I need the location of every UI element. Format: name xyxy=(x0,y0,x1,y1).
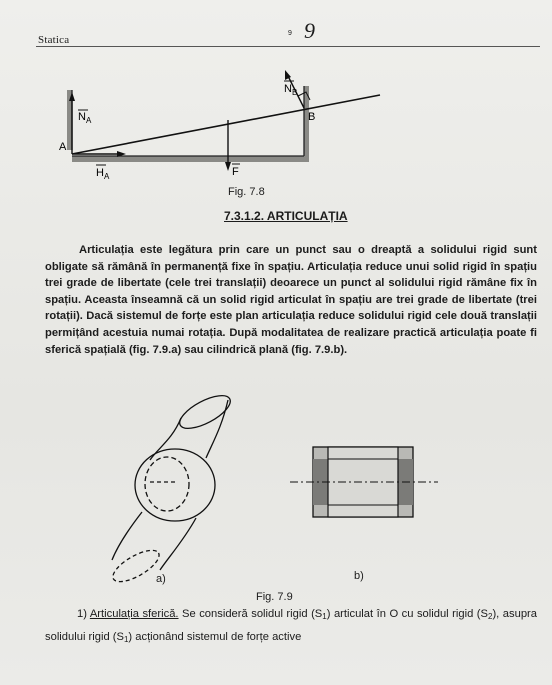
label-F: F xyxy=(232,166,239,178)
label-A: A xyxy=(59,141,67,153)
body-paragraph: Articulația este legătura prin care un punct sau o dreaptă a solidului rigid sunt obligate să rămână în permanență fixe în spațiu. Articulația reduce unui solid rigid în spațiu trei grade de libertate (cele trei translații) deoarece un punct al solidului rigid rămâne fix în spațiu. Aceasta înseamnă că un solid rigid articulat în spațiu are trei grade de libertate (trei rotații). Dacă sistemul de forțe este plan articulația reduce solidului rigid cele două translații permițând acestuia numai rotația. După modalitatea de realizare practică articulația poate fi sferică spațială (fig. 7.9.a) sau cilindrică plană (fig. 7.9.b). xyxy=(45,244,537,356)
section-title: 7.3.1.2. ARTICULAȚIA xyxy=(224,209,348,223)
label-HA: $H_A$ xyxy=(96,167,110,181)
label-B: B xyxy=(308,111,316,123)
figure-7-9b-label: b) xyxy=(354,570,364,582)
item-1-number: 1) xyxy=(77,608,87,620)
figure-7-9-caption: Fig. 7.9 xyxy=(256,591,293,603)
item-1-text-4: ) acționând sistemul de forțe active xyxy=(128,631,302,643)
cylindrical-joint-drawing xyxy=(290,447,438,517)
figure-7-8-caption: Fig. 7.8 xyxy=(228,186,265,198)
spherical-joint-drawing xyxy=(108,389,234,588)
figure-7-9a-label: a) xyxy=(156,573,166,585)
label-NA: $N_A$ xyxy=(78,111,92,125)
item-1-title: Articulația sferică. xyxy=(89,608,179,620)
running-header: Statica xyxy=(38,34,70,46)
item-1-text-2: ) articulat în O cu solidul rigid (S xyxy=(326,608,488,620)
page-mark: 9 xyxy=(288,30,292,37)
label-NB: $N_B$ xyxy=(284,83,298,97)
item-1-paragraph: 1) Articulația sferică. Se consideră solidul rigid $(S_1)$ articulat în O cu solidul rigid $(S_2)$, asupra solidului rigid $(S_1)$ acționând sistemul de forțe active xyxy=(45,608,537,644)
item-1-text-1: Se consideră solidul rigid (S xyxy=(182,608,323,620)
item-1-text-3: ), asupra solidului rigid (S xyxy=(45,608,537,643)
page-number: 9 xyxy=(304,18,315,43)
